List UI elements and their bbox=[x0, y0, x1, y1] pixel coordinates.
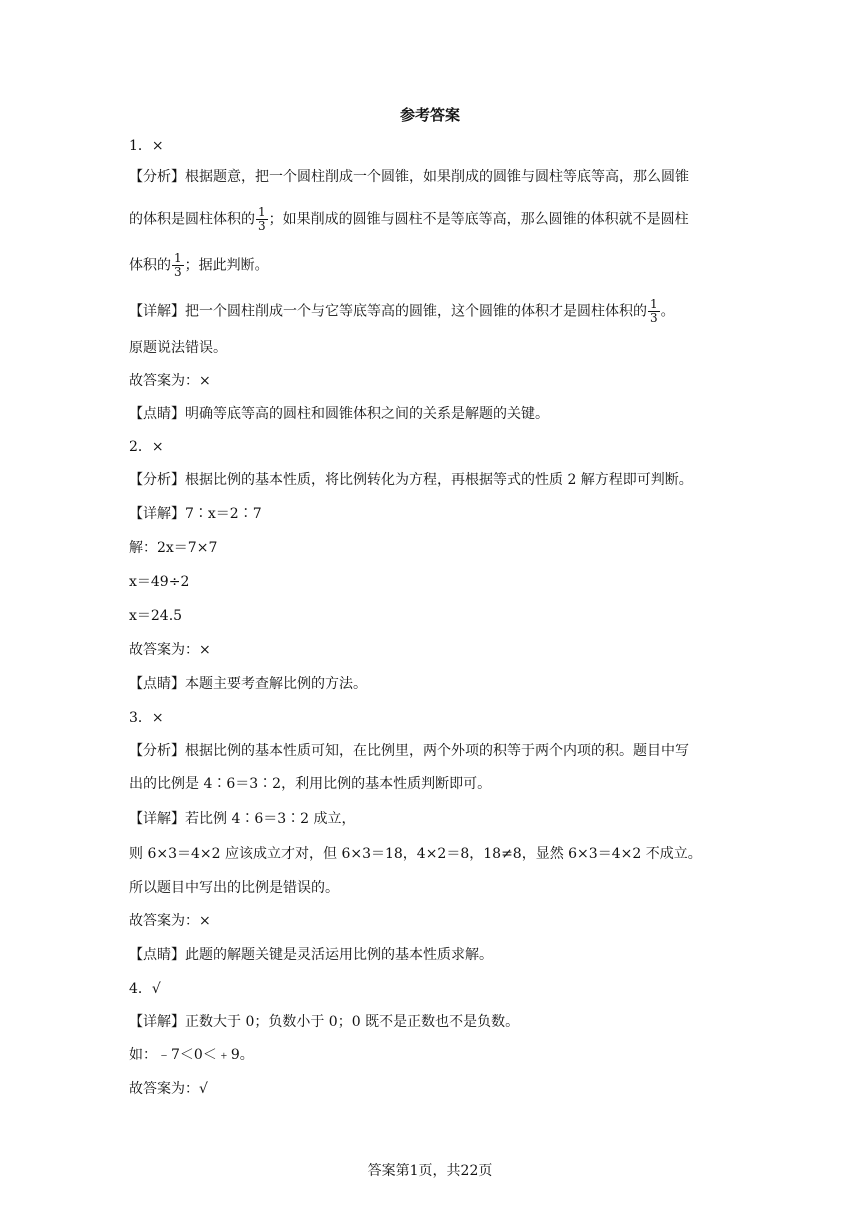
fraction-numerator: 1 bbox=[174, 251, 182, 265]
q1-detail-text-a: 【详解】把一个圆柱削成一个与它等底等高的圆锥，这个圆锥的体积才是圆柱体积的 bbox=[129, 303, 647, 320]
q1-analysis-text-d: ；据此判断。 bbox=[184, 257, 269, 274]
fraction-one-third bbox=[256, 206, 268, 233]
q2-number: 2．× bbox=[129, 439, 164, 455]
fraction-one-third bbox=[172, 252, 184, 279]
q1-answer: 故答案为：× bbox=[129, 373, 211, 389]
q2-analysis: 【分析】根据比例的基本性质，将比例转化为方程，再根据等式的性质 2 解方程即可判断。 bbox=[129, 472, 693, 488]
q1-comment: 【点睛】明确等底等高的圆柱和圆锥体积之间的关系是解题的关键。 bbox=[129, 406, 549, 422]
fraction-denominator: 3 bbox=[258, 219, 266, 233]
q3-analysis-line2: 出的比例是 4∶6＝3∶2，利用比例的基本性质判断即可。 bbox=[129, 776, 492, 792]
q1-analysis-line3 bbox=[129, 252, 269, 279]
fraction-one-third bbox=[648, 298, 660, 325]
q2-answer: 故答案为：× bbox=[129, 642, 211, 658]
page-footer: 答案第1页，共22页 bbox=[367, 1163, 493, 1179]
q3-detail-line3: 所以题目中写出的比例是错误的。 bbox=[129, 880, 339, 896]
q1-analysis-line2 bbox=[129, 206, 689, 233]
q1-detail-line2: 原题说法错误。 bbox=[129, 340, 227, 356]
q1-detail-text-b: 。 bbox=[660, 303, 675, 320]
q4-example: 如：﹣7＜0＜﹢9。 bbox=[129, 1047, 254, 1063]
q4-number: 4．√ bbox=[129, 981, 161, 997]
q3-analysis-line1: 【分析】根据比例的基本性质可知，在比例里，两个外项的积等于两个内项的积。题目中写 bbox=[129, 743, 689, 759]
q3-detail-line2: 则 6×3＝4×2 应该成立才对，但 6×3＝18，4×2＝8，18≠8，显然 6×3＝4×2 不成立。 bbox=[129, 846, 702, 862]
q1-detail-line1 bbox=[129, 298, 675, 325]
q4-detail: 【详解】正数大于 0；负数小于 0；0 既不是正数也不是负数。 bbox=[129, 1014, 520, 1030]
q1-analysis-line1: 【分析】根据题意，把一个圆柱削成一个圆锥，如果削成的圆锥与圆柱等底等高，那么圆锥 bbox=[129, 169, 689, 185]
q2-comment: 【点睛】本题主要考查解比例的方法。 bbox=[129, 676, 367, 692]
q3-detail-line1: 【详解】若比例 4∶6＝3∶2 成立， bbox=[129, 811, 356, 827]
q1-analysis-text-c: 体积的 bbox=[129, 257, 171, 274]
q1-number: 1．× bbox=[129, 138, 164, 154]
fraction-denominator: 3 bbox=[174, 265, 182, 279]
q2-step2: x＝49÷2 bbox=[129, 574, 190, 590]
q1-analysis-text-a: 的体积是圆柱体积的 bbox=[129, 211, 255, 228]
q2-detail: 【详解】7∶x＝2∶7 bbox=[129, 506, 262, 522]
q3-number: 3．× bbox=[129, 710, 164, 726]
page-title: 参考答案 bbox=[399, 106, 460, 124]
fraction-numerator: 1 bbox=[650, 297, 658, 311]
q2-step3: x＝24.5 bbox=[129, 608, 183, 624]
q1-analysis-text-b: ；如果削成的圆锥与圆柱不是等底等高，那么圆锥的体积就不是圆柱 bbox=[268, 211, 689, 228]
fraction-numerator: 1 bbox=[258, 205, 266, 219]
q2-step1: 解：2x＝7×7 bbox=[129, 540, 218, 556]
q3-answer: 故答案为：× bbox=[129, 913, 211, 929]
fraction-denominator: 3 bbox=[650, 311, 658, 325]
q4-answer: 故答案为：√ bbox=[129, 1081, 208, 1097]
q3-comment: 【点睛】此题的解题关键是灵活运用比例的基本性质求解。 bbox=[129, 947, 493, 963]
